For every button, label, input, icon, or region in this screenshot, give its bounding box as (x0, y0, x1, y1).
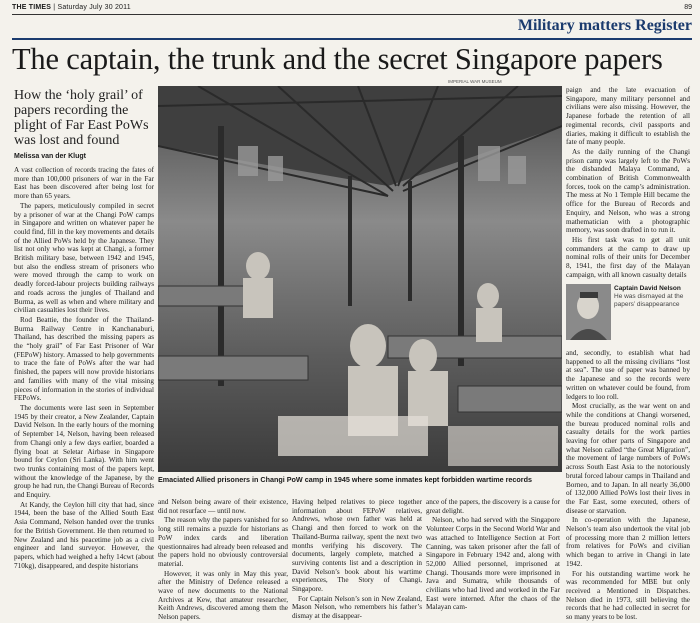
paragraph: In co-operation with the Japanese, Nelson’s team also undertook the vital job of processing more than 2 million letters from relatives for PoWs and civilian which began to arrive in Changi in late 1942. (566, 516, 690, 568)
photo-credit: IMPERIAL WAR MUSEUM (448, 79, 502, 84)
section-rule (12, 38, 692, 40)
article-column-3 (292, 498, 422, 622)
portrait-name: Captain David Nelson (614, 285, 681, 292)
standfirst: How the ‘holy grail’ of papers recording the plight of Far East PoWs was lost and found (14, 88, 149, 148)
paper-name: THE TIMES (12, 4, 52, 11)
paragraph: As the daily running of the Changi prison camp was largely left to the PoWs the disbanded Malaya Command, a combination of British Commonwealth forces, took on the camp’s administration. The mess at No 1 Temple Hill became the office for the Bureau of Records and Enquiry, and Nelson, who was a strong mathematician with a photographic memory, was soon drafted in to run it. (566, 147, 690, 235)
paragraph: Most crucially, as the war went on and while the conditions at Changi worsened, the bureau produced nominal rolls and casualty details for the work parties leaving for other parts of Singapore and what Nelson called “the Great Migration”, the movement of large numbers of PoWs across South East Asia to the notoriously brutal forced labour camps in Thailand and Borneo, and to Japan. In all nearly 36,000 of 132,000 Allied PoWs lost their lives in the Far East, some executed, others of disease or starvation. (566, 402, 691, 515)
section-name: Military matters (517, 17, 632, 34)
paragraph: His first task was to get all unit commanders at the camp to draw up nominal rolls of their units for December 8, 1941, the first day of the Malayan campaign, with all known casualty details (566, 235, 690, 279)
photo-illustration (158, 86, 562, 472)
headline: The captain, the trunk and the secret Singapore papers (12, 42, 663, 76)
article-column-5-continued (566, 349, 690, 623)
issue-date: Saturday July 30 2011 (57, 4, 131, 11)
changi-camp-photo (158, 86, 562, 472)
paragraph: Nelson, who had served with the Singapore Volunteer Corps in the Second World War and was attached to Intelligence Section at Fort Canning, was taken prisoner after the fall of Singapore in February 1942 and, along with 52,000 Allied personnel, imprisoned at Changi. Thousands more were imprisoned in Java and Sumatra, while thousands of civilians who had lived and worked in the Far East were interned. After the chaos of the Malayan cam- (426, 516, 560, 612)
paragraph: and Nelson being aware of their existence, did not resurface — until now. (158, 498, 288, 515)
page-number: 89 (684, 4, 692, 11)
portrait-caption (614, 285, 690, 309)
paragraph: The documents were last seen in September 1945 by their creator, a New Zealander, Captain David Nelson. In the early hours of the morning of September 14, Nelson, having been released from Changi only a few days earlier, boarded a flying boat at Seletar Airbase in Singapore bound for Ceylon (Sri Lanka). With him went two trunks containing most of the papers kept, without the knowledge of the Japanese, by the group he had run, the Changi Bureau of Records and Enquiry. (14, 403, 154, 500)
section-label (518, 17, 692, 35)
portrait-description: He was dismayed at the papers’ disappearance (614, 293, 684, 308)
byline: Melissa van der Klugt (14, 153, 86, 160)
paragraph: Having helped relatives to piece together information about FEPoW relatives, Andrews, whose own father was held at Changi and then forced to work on the Thailand-Burma railway, spent the next two months verifying his discovery. The documents, largely complete, matched a surviving contents list and a description in David Nelson’s book about his wartime experiences, The Story of Changi, Singapore. (292, 498, 422, 594)
article-column-1 (14, 166, 154, 571)
photo-caption: Emaciated Allied prisoners in Changi PoW camp in 1945 where some inmates kept forbidden wartime records (158, 475, 532, 484)
paragraph: However, it was only in May this year, after the Ministry of Defence released a wave of new documents to the National Archives at Kew, that amateur researcher, Keith Andrews, discovered among them the Nelson papers. (158, 569, 288, 622)
paragraph: paign and the late evacuation of Singapore, many military personnel and civilians were also missing. However, the Japanese forbade the retention of all regimental records, civil passports and diaries, making it difficult to establish the fate of many people. (566, 86, 690, 147)
paragraph: For Captain Nelson’s son in New Zealand, Mason Nelson, who remembers his father’s dismay at the disappear- (292, 594, 422, 621)
paragraph: The reason why the papers vanished for so long still remains a puzzle for historians as PoW index cards and liberation questionnaires had already been released and the papers hold no obviously controversial material. (158, 516, 288, 568)
paragraph: and, secondly, to establish what had happened to all the missing civilians “lost at sea”. The use of paper was banned by the Japanese and so the records were written on whatever could be found, from ledgers to loo roll. (566, 349, 690, 401)
portrait-illustration (566, 284, 611, 340)
paragraph: ance of the papers, the discovery is a cause for great delight. (426, 498, 560, 515)
masthead-bar (12, 4, 692, 14)
article-column-2 (158, 498, 288, 623)
paragraph: Rod Beattie, the founder of the Thailand-Burma Railway Centre in Kanchanaburi, Thailand, has described the missing papers as the “holy grail” of Far East Prisoner of War (FEPoW) history. Amassed to help governments to trace the fate of PoWs after the war had finished, the papers will now provide historians and families with many of the vital missing pieces of information in the stories of individual FEPoWs. (14, 315, 154, 403)
section-subname: Register (635, 17, 692, 34)
paragraph: The papers, meticulously compiled in secret by a prisoner of war at the Changi PoW camps in Singapore and written on whatever paper he could find, fill in the key movements and details of the Allied PoWs held by the Japanese. They list not only who was kept at Changi, a former British military base, between 1942 and 1945, but also the endless stream of prisoners who were moved through the camp to work on deadly forced-labour projects building railways and roads across the jungles of Thailand and Burma, as well as when and where military and civilian casualties lost their lives. (14, 201, 154, 315)
nelson-portrait (566, 284, 611, 340)
paragraph: At Kandy, the Ceylon hill city that had, since 1944, been the base of the Allied South East Asia Command, Nelson handed over the trunks for the British Government. He then returned to New Zealand and his peacetime job as a civil engineer and land surveyor. However, the papers, which had weighed a hefty 14cwt (about 710kg), disappeared, and despite historians (14, 500, 154, 570)
paragraph: A vast collection of records tracing the fates of more than 100,000 prisoners of war in the Far East has been discovered after being lost for more than 65 years. (14, 166, 154, 201)
paragraph: For his outstanding wartime work he was recommended for MBE but only received a Mentioned in Dispatches. Nelson died in 1973, still believing the records that he had collected in secret for so many years to be lost. (566, 569, 690, 622)
top-rule (12, 14, 692, 15)
masthead-left: THE TIMES | Saturday July 30 2011 (12, 4, 131, 11)
article-column-5 (566, 86, 690, 280)
article-column-4 (426, 498, 560, 613)
